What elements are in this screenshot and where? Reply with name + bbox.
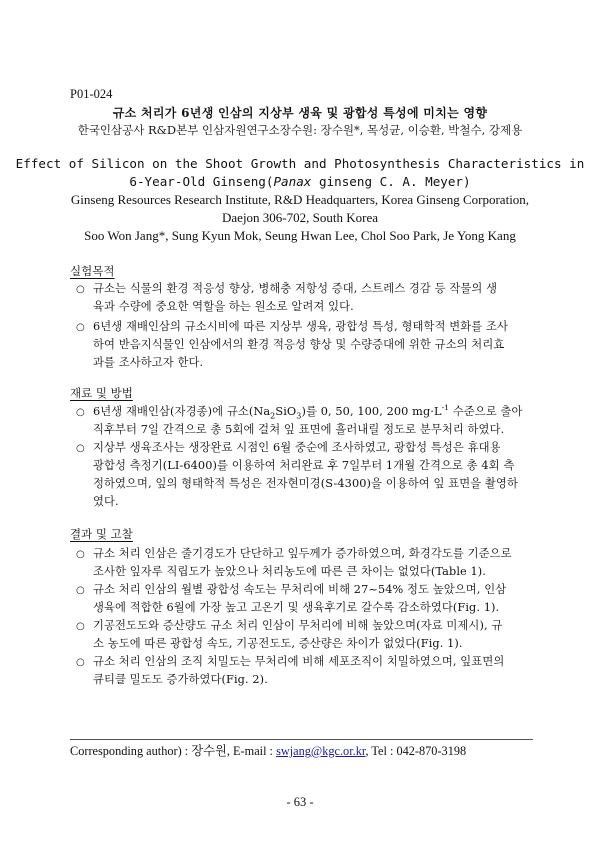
purpose-bullet-2-line2: 하여 반음지식물인 인삼에서의 환경 적응성 향상 및 수량증대에 위한 규소의 처리효 — [93, 338, 505, 351]
purpose-bullet-1 — [76, 280, 497, 296]
footnote-divider — [70, 739, 533, 740]
bullet-circle-icon: ○ — [76, 657, 85, 668]
purpose-bullet-2-line1: 6년생 재배인삼의 규소시비에 따른 지상부 생육, 광합성 특성, 형태학적 변화를 조사 — [93, 320, 509, 333]
results-bullet-4 — [76, 653, 504, 669]
section-heading-purpose: 실험목적 — [70, 264, 115, 278]
footer-prefix: Corresponding author) : 장수원, E-mail : — [70, 744, 277, 758]
methods-bullet-2-line2: 광합성 측정기(LI-6400)를 이용하여 처리완료 후 7일부터 1개월 간격으로 총 4회 측 — [93, 459, 515, 472]
section-heading-results: 결과 및 고찰 — [70, 527, 133, 541]
results-bullet-3-line1: 기공전도도와 증산량도 규소 처리 인삼이 무처리에 비해 높았으며(자료 미제시), 규 — [93, 619, 503, 632]
purpose-bullet-1-line2: 육과 수량에 중요한 역할을 하는 원소로 알려져 있다. — [93, 300, 354, 313]
methods-bullet-2-line3: 정하였으며, 잎의 형태학적 특성은 전자현미경(S-4300)을 이용하여 잎 표면을 촬영하 — [93, 477, 518, 490]
results-bullet-1-line1: 규소 처리 인삼은 줄기경도가 단단하고 잎두께가 증가하였으며, 화경각도를 기준으로 — [93, 547, 512, 560]
methods-bullet-2 — [76, 439, 501, 455]
methods-bullet-1 — [76, 403, 523, 420]
formula-subscript-2: 2 — [270, 411, 276, 421]
title-english-line1: Effect of Silicon on the Shoot Growth and Photosynthesis Characteristics in — [15, 156, 585, 171]
results-bullet-3-line2: 소 농도에 따른 광합성 속도, 기공전도도, 증산량은 차이가 없었다(Fig. 1). — [93, 637, 463, 650]
title-english-line2 — [0, 174, 600, 189]
methods-bullet-2-line1: 지상부 생육조사는 생장완료 시점인 6월 중순에 조사하였고, 광합성 특성은 휴대용 — [93, 441, 501, 454]
title-korean: 규소 처리가 6년생 인삼의 지상부 생육 및 광합성 특성에 미치는 영향 — [112, 106, 488, 120]
bullet-circle-icon: ○ — [76, 322, 85, 333]
methods-bullet-1-text-d: 수준으로 출아 — [449, 405, 523, 418]
formula-subscript-3: 3 — [296, 411, 302, 421]
purpose-bullet-2 — [76, 318, 508, 334]
results-bullet-1 — [76, 545, 512, 561]
results-bullet-1-line2: 조사한 잎자루 직립도가 높았으나 처리농도에 따른 큰 차이는 없었다(Table 1). — [93, 565, 486, 578]
affiliation-line2: Daejon 306-702, South Korea — [222, 210, 378, 225]
results-bullet-2-line2: 생육에 적합한 6월에 가장 높고 고온기 및 생육후기로 갈수록 감소하였다(Fig. 1). — [93, 601, 500, 614]
methods-bullet-2-line4: 였다. — [93, 495, 119, 508]
bullet-circle-icon: ○ — [76, 621, 85, 632]
methods-bullet-1-text-b: SiO — [275, 405, 297, 418]
corresponding-author-note — [70, 741, 466, 759]
purpose-bullet-2-line3: 과를 조사하고자 한다. — [93, 356, 204, 369]
results-bullet-4-line2: 큐티클 밀도도 증가하였다(Fig. 2). — [93, 673, 268, 686]
page-number: - 63 - — [286, 795, 314, 809]
section-heading-methods: 재료 및 방법 — [70, 386, 133, 400]
title-english-line2-post: ginseng C. A. Meyer) — [311, 174, 471, 189]
results-bullet-3 — [76, 617, 502, 633]
bullet-circle-icon: ○ — [76, 443, 85, 454]
abstract-code: P01-024 — [70, 87, 113, 101]
bullet-circle-icon: ○ — [76, 407, 85, 418]
title-english-italic: Panax — [273, 174, 312, 189]
results-bullet-2-line1: 규소 처리 인삼의 월별 광합성 속도는 무처리에 비해 27~54% 정도 높았으며, 인삼 — [93, 583, 507, 596]
unit-superscript: -1 — [441, 403, 450, 413]
email-link[interactable]: swjang@kgc.or.kr — [276, 744, 366, 758]
methods-bullet-1-text-a: 6년생 재배인삼(자경종)에 규소(Na — [93, 405, 271, 418]
authors-english: Soo Won Jang*, Sung Kyun Mok, Seung Hwan Lee, Chol Soo Park, Je Yong Kang — [84, 228, 516, 243]
results-bullet-4-line1: 규소 처리 인삼의 조직 치밀도는 무처리에 비해 세포조직이 치밀하였으며, 잎표면의 — [93, 655, 505, 668]
title-english-line2-pre: 6-Year-Old Ginseng( — [129, 174, 274, 189]
authors-korean: 한국인삼공사 R&D본부 인삼자원연구소장수원: 장수원*, 목성균, 이승환, 박철수, 강제용 — [77, 123, 523, 137]
bullet-circle-icon: ○ — [76, 585, 85, 596]
footer-suffix: , Tel : 042-870-3198 — [365, 744, 467, 758]
methods-bullet-1-text-c: )를 0, 50, 100, 200 mg·L — [301, 405, 442, 418]
bullet-circle-icon: ○ — [76, 284, 85, 295]
results-bullet-2 — [76, 581, 506, 597]
methods-bullet-1-line2: 직후부터 7일 간격으로 총 5회에 걸쳐 잎 표면에 흘러내릴 정도로 분무처리 하였다. — [93, 423, 505, 436]
purpose-bullet-1-line1: 규소는 식물의 환경 적응성 향상, 병해충 저항성 증대, 스트레스 경감 등 작물의 생 — [93, 282, 498, 295]
bullet-circle-icon: ○ — [76, 549, 85, 560]
affiliation-line1: Ginseng Resources Research Institute, R&D Headquarters, Korea Ginseng Corporation, — [70, 192, 530, 207]
